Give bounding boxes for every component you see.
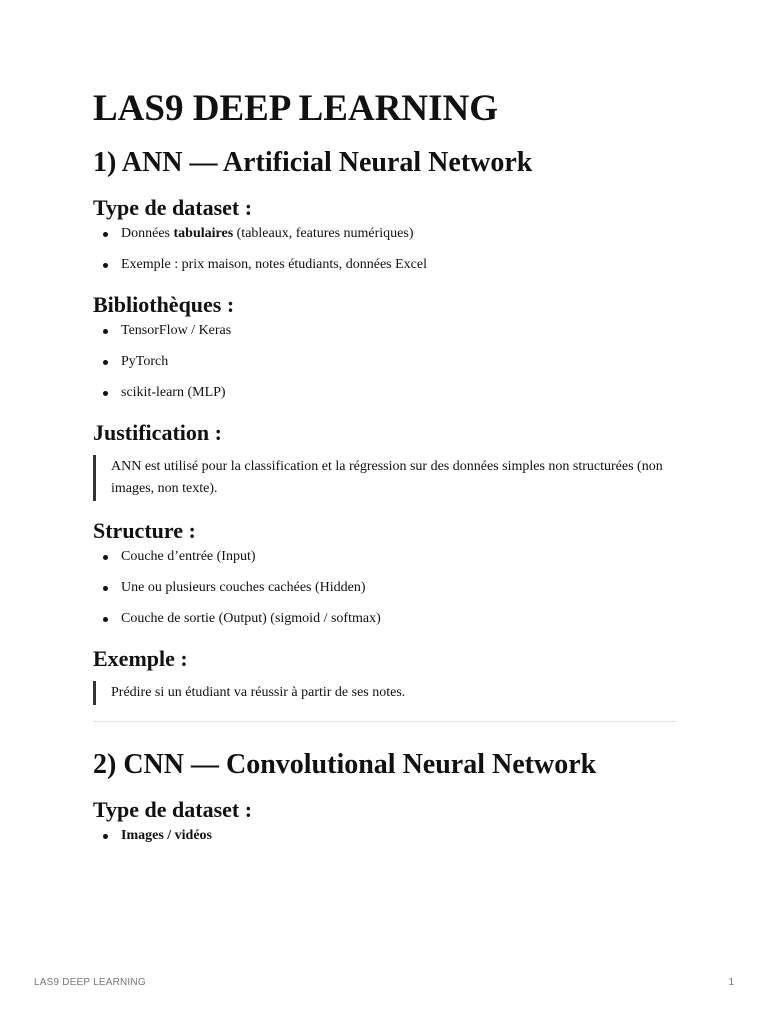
footer-document-title: LAS9 DEEP LEARNING xyxy=(34,977,146,988)
bullet-icon xyxy=(103,555,108,560)
example-blockquote: Prédire si un étudiant va réussir à partir de ses notes. xyxy=(93,681,676,705)
list-item-text: Couche d’entrée (Input) xyxy=(121,549,256,564)
bullet-icon xyxy=(103,391,108,396)
section-1-structure-list xyxy=(93,547,676,629)
list-item xyxy=(93,547,676,567)
list-item xyxy=(93,578,676,598)
list-item xyxy=(93,224,676,244)
list-item-text: TensorFlow / Keras xyxy=(121,323,232,338)
justification-blockquote: ANN est utilisé pour la classification et la régression sur des données simples non structurées (non images, non texte). xyxy=(93,455,676,501)
list-item xyxy=(93,383,676,403)
list-item-text: (tableaux, features numériques) xyxy=(233,226,414,241)
bullet-icon xyxy=(103,263,108,268)
section-1-dataset-list xyxy=(93,224,676,275)
list-item xyxy=(93,352,676,372)
list-item-bold-text: Images / vidéos xyxy=(121,828,212,843)
section-1-structure-heading: Structure : xyxy=(93,518,196,543)
section-2-title: 2) CNN — Convolutional Neural Network xyxy=(93,749,597,780)
section-1-libraries-list xyxy=(93,321,676,403)
list-item-text: PyTorch xyxy=(121,354,169,369)
section-1-dataset-heading: Type de dataset : xyxy=(93,195,253,220)
list-item xyxy=(93,826,676,846)
section-2-dataset-heading: Type de dataset : xyxy=(93,797,253,822)
bullet-icon xyxy=(103,834,108,839)
section-1-example-heading: Exemple : xyxy=(93,646,188,671)
list-item xyxy=(93,255,676,275)
section-divider xyxy=(93,721,676,722)
bullet-icon xyxy=(103,586,108,591)
list-item-text: Exemple : prix maison, notes étudiants, données Excel xyxy=(121,257,427,272)
document-title: LAS9 DEEP LEARNING xyxy=(93,88,499,129)
list-item-text: Une ou plusieurs couches cachées (Hidden) xyxy=(121,580,366,595)
list-item-bold-text: tabulaires xyxy=(173,226,234,241)
list-item-text: Couche de sortie (Output) (sigmoid / softmax) xyxy=(121,611,381,626)
bullet-icon xyxy=(103,232,108,237)
bullet-icon xyxy=(103,617,108,622)
section-2-dataset-list xyxy=(93,826,676,846)
list-item-text: scikit-learn (MLP) xyxy=(121,385,226,400)
section-1-libraries-heading: Bibliothèques : xyxy=(93,292,235,317)
section-1-title: 1) ANN — Artificial Neural Network xyxy=(93,147,533,178)
list-item xyxy=(93,609,676,629)
section-1-justification-heading: Justification : xyxy=(93,420,222,445)
list-item-text: Données xyxy=(121,226,174,241)
document-page xyxy=(93,88,676,862)
bullet-icon xyxy=(103,360,108,365)
list-item xyxy=(93,321,676,341)
bullet-icon xyxy=(103,329,108,334)
footer-page-number: 1 xyxy=(728,977,734,988)
